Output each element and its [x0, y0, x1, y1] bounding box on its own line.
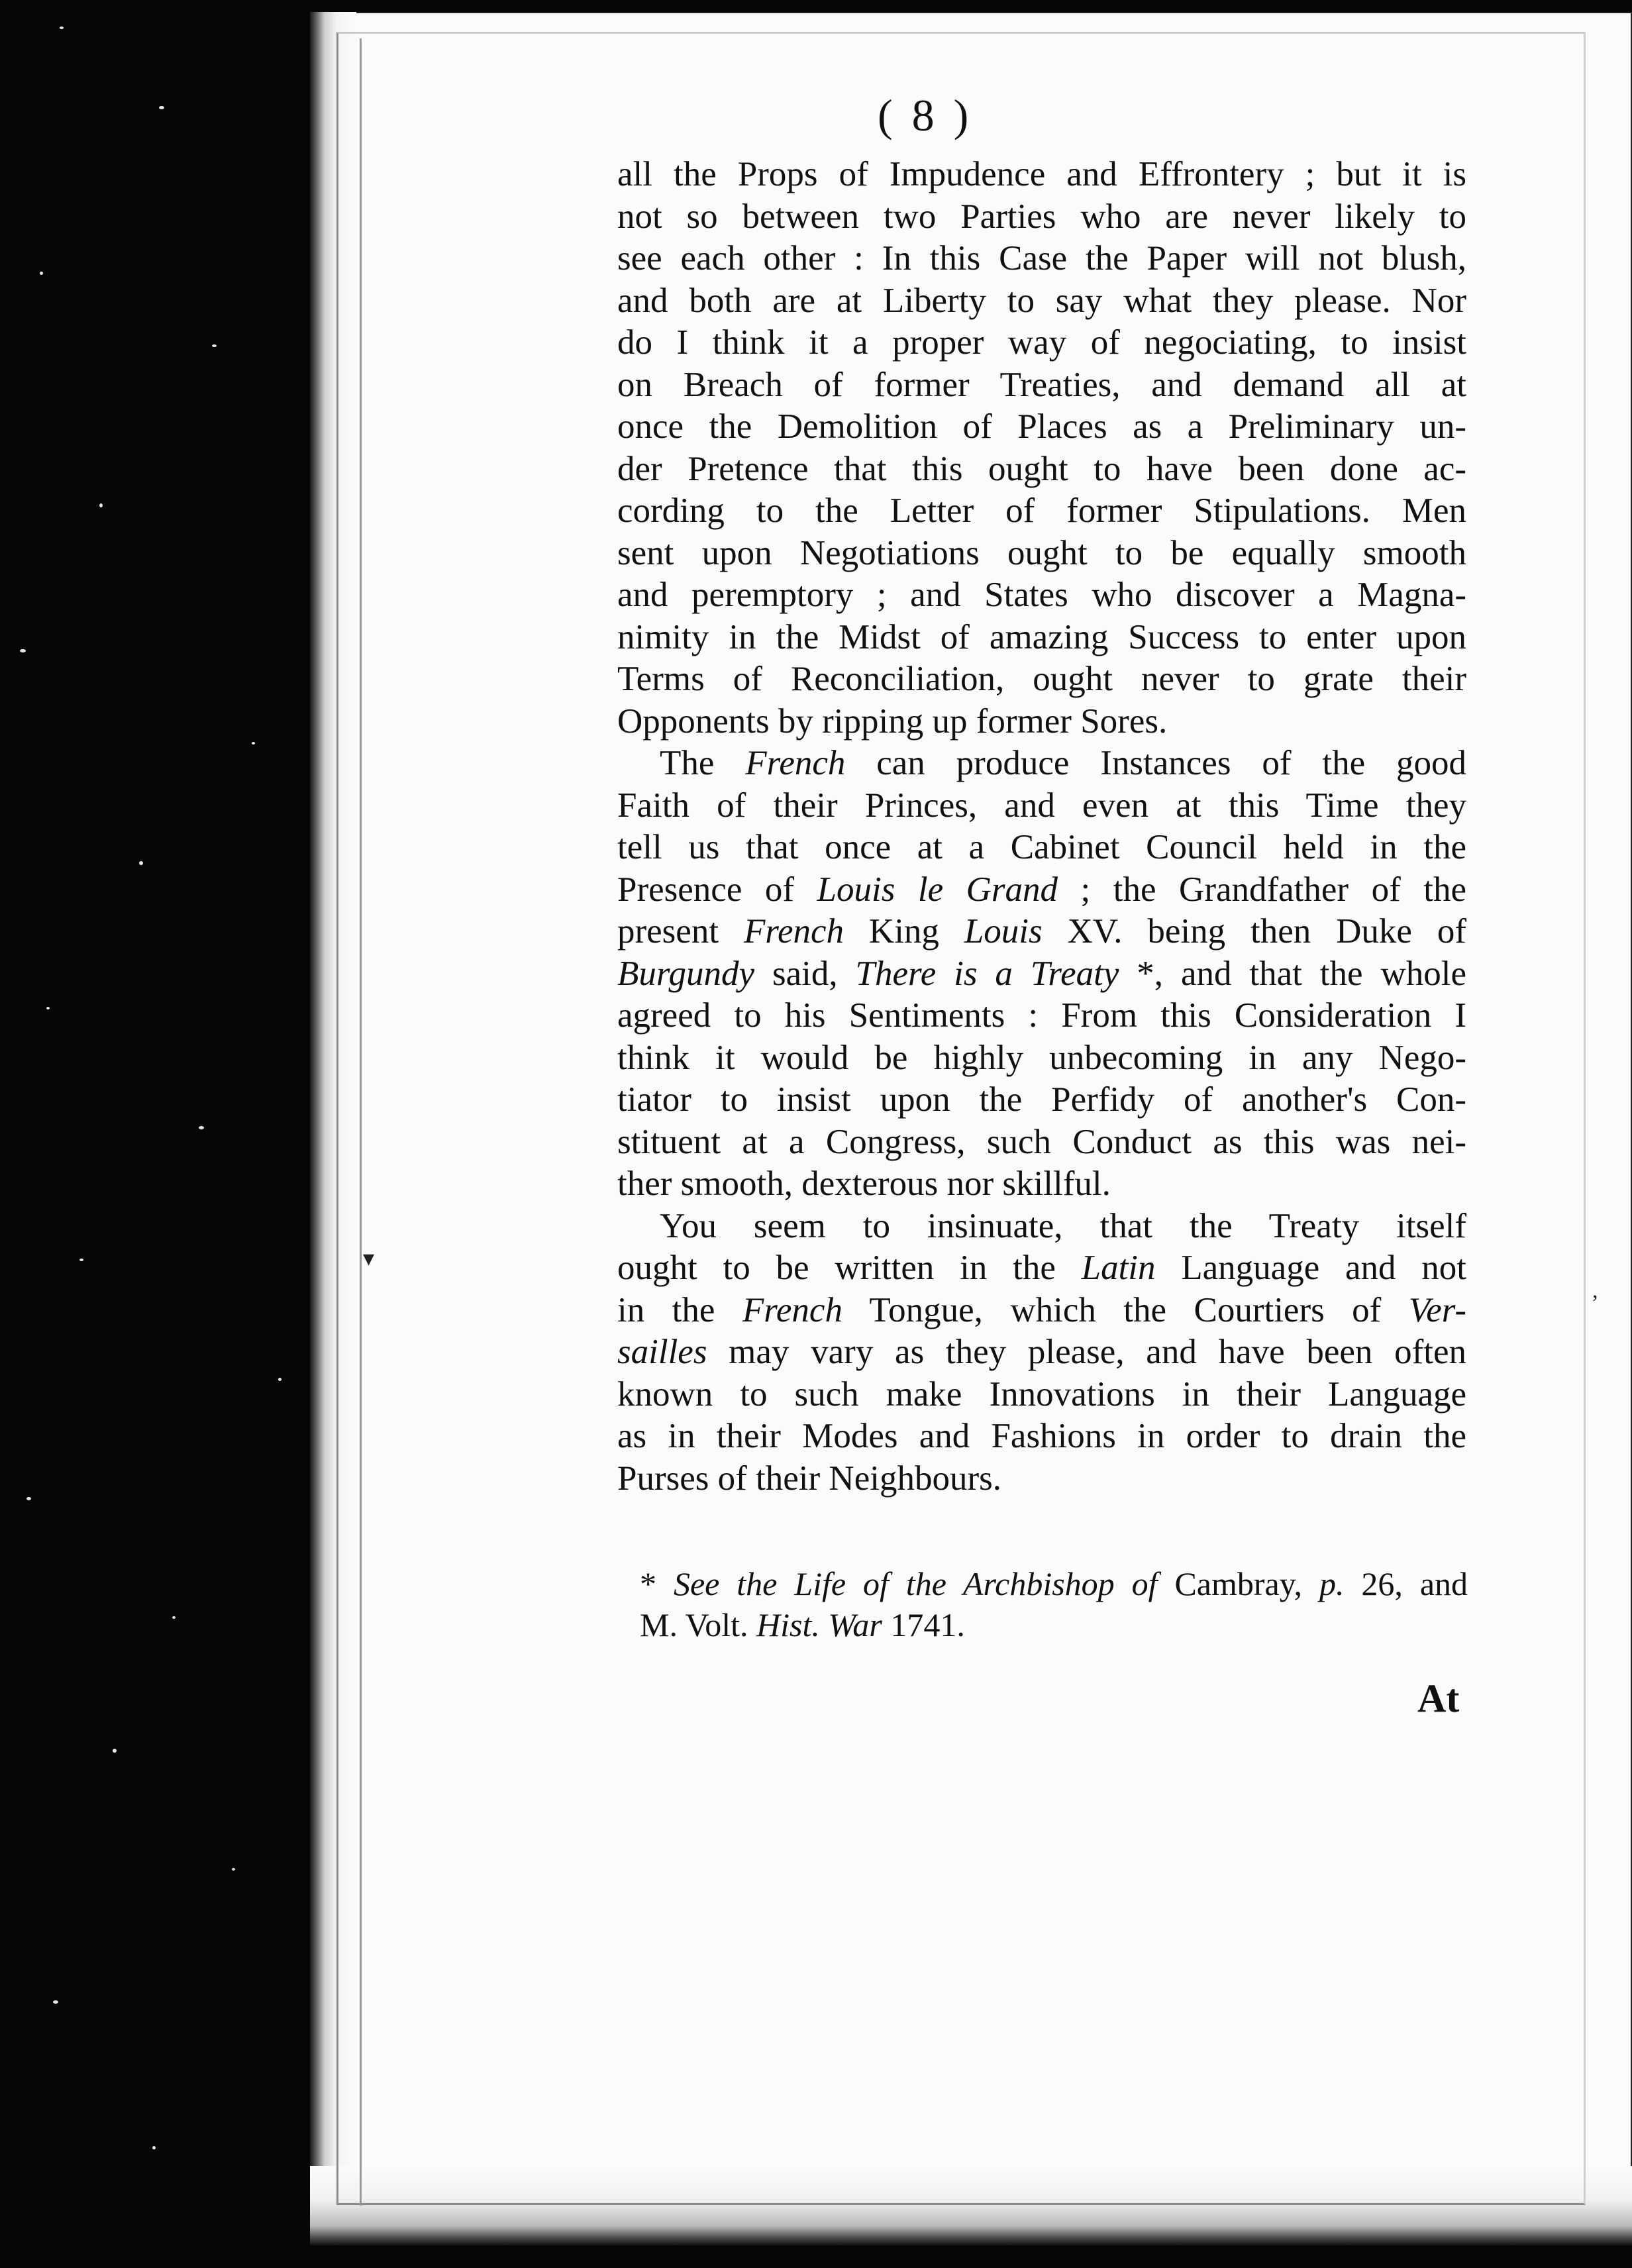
binding-line [360, 38, 362, 2206]
text-line: Opponents by ripping up former Sores. [617, 701, 1168, 741]
page-number: ( 8 ) [878, 90, 973, 140]
text-line: der Pretence that this ought to have been done ac- [617, 449, 1466, 488]
speck [278, 1378, 281, 1381]
text-line: tell us that once at a Cabinet Council held in the [617, 828, 1466, 866]
text-line: nimity in the Midst of amazing Success to enter upon [617, 617, 1466, 656]
speck [46, 1007, 50, 1009]
text-line: in the French Tongue, which the Courtiers of Ver- [617, 1290, 1466, 1329]
body-text [617, 154, 1466, 1500]
text-line: stituent at a Congress, such Conduct as this was nei- [617, 1122, 1466, 1161]
text-line: present French King Louis XV. being then Duke of [617, 912, 1466, 951]
speck [252, 742, 255, 745]
text-line: do I think it a proper way of negociating, to insist [617, 323, 1466, 362]
speck [60, 26, 64, 29]
footnote-line: M. Volt. Hist. War 1741. [640, 1606, 965, 1643]
speck [232, 1868, 235, 1871]
speck [139, 861, 143, 865]
text-line: and peremptory ; and States who discover a Magna- [617, 576, 1466, 614]
text-line: sailles may vary as they please, and have been often [617, 1333, 1466, 1371]
text-line: Presence of Louis le Grand ; the Grandfather of the [617, 870, 1467, 909]
footnote-line: * See the Life of the Archbishop of Cambray, p. 26, and [640, 1565, 1468, 1602]
text-line: Purses of their Neighbours. [617, 1459, 1001, 1498]
text-line: cording to the Letter of former Stipulations. Men [617, 491, 1466, 530]
text-line: ought to be written in the Latin Language and not [617, 1249, 1466, 1287]
text-line: as in their Modes and Fashions in order to drain the [617, 1417, 1466, 1455]
text-line: Burgundy said, There is a Treaty *, and that the whole [617, 954, 1466, 993]
paragraph-start: You seem to insinuate, that the Treaty itself [660, 1206, 1466, 1245]
text-line: ther smooth, dexterous nor skillful. [617, 1164, 1111, 1203]
speck [212, 344, 217, 347]
text-line: Faith of their Princes, and even at this Time they [617, 786, 1466, 825]
margin-mark: , [1592, 1278, 1598, 1303]
speck [113, 1749, 117, 1753]
paragraph-start: The French can produce Instances of the good [660, 744, 1466, 782]
text-line: tiator to insist upon the Perfidy of another's Con- [617, 1080, 1466, 1119]
text-line: on Breach of former Treaties, and demand all at [617, 365, 1466, 404]
speck [152, 2146, 156, 2149]
speck [79, 1259, 83, 1261]
margin-mark: ▾ [363, 1247, 375, 1271]
speck [40, 272, 43, 275]
text-line: think it would be highly unbecoming in any Nego- [617, 1038, 1466, 1077]
text-line: agreed to his Sentiments : From this Consideration I [617, 996, 1466, 1035]
speck [26, 1497, 31, 1500]
text-line: see each other : In this Case the Paper will not blush, [617, 239, 1466, 278]
text-line: and both are at Liberty to say what they please. Nor [617, 281, 1466, 320]
speck [53, 2000, 58, 2004]
text-line: all the Props of Impudence and Effrontery ; but it is [617, 155, 1466, 193]
speck [99, 503, 103, 507]
footnote [640, 1563, 1468, 1645]
text-line: Terms of Reconciliation, ought never to grate their [617, 660, 1466, 698]
text-line: sent upon Negotiations ought to be equally smooth [617, 533, 1466, 572]
catchword: At [1417, 1676, 1460, 1720]
text-line: known to such make Innovations in their Language [617, 1374, 1466, 1414]
speck [172, 1616, 176, 1619]
text-line: once the Demolition of Places as a Preliminary un- [617, 407, 1466, 446]
speck [20, 649, 26, 652]
speck [199, 1126, 204, 1129]
speck [159, 106, 164, 109]
text-line: not so between two Parties who are never likely to [617, 197, 1466, 236]
